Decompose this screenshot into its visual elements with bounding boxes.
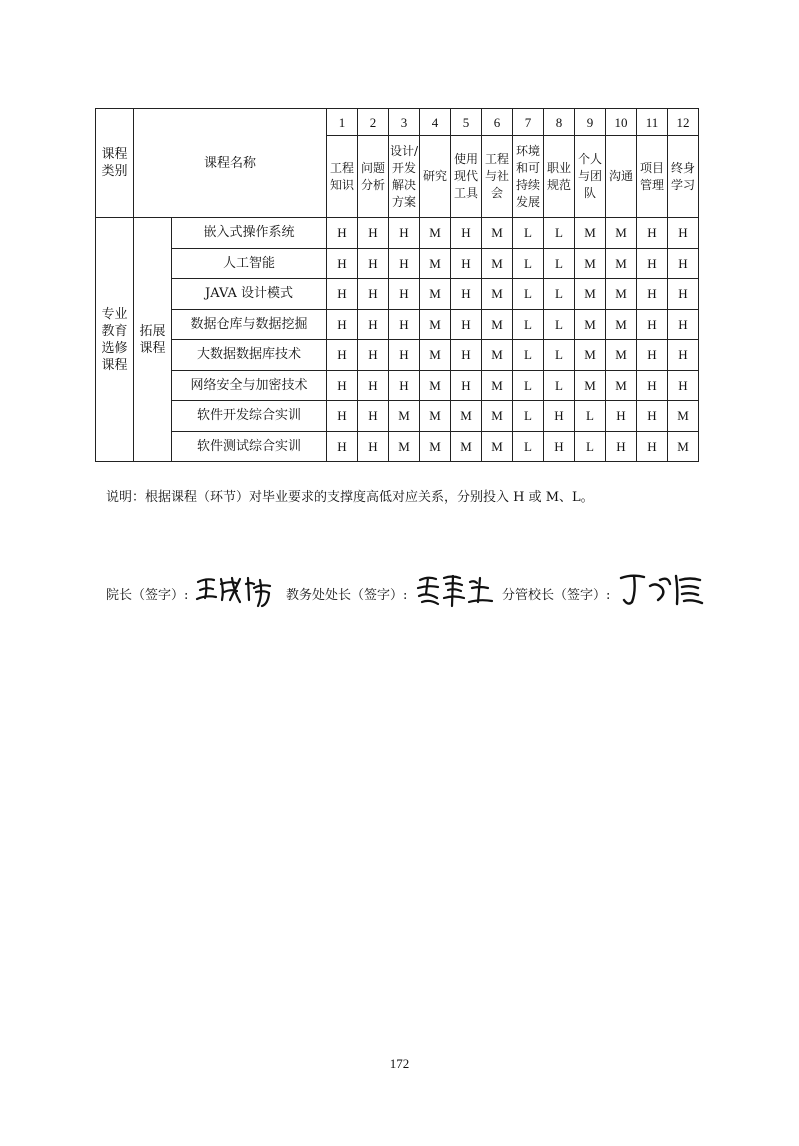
dean-signature-label: 院长（签字）: xyxy=(106,588,189,603)
support-level-cell: M xyxy=(482,340,513,371)
support-level-cell: H xyxy=(637,401,668,432)
support-level-cell: H xyxy=(358,309,389,340)
objective-name-text: 环境 和可 持续 发展 xyxy=(515,143,540,209)
support-level-cell: H xyxy=(451,218,482,249)
support-level-cell: M xyxy=(420,340,451,371)
support-level-cell: M xyxy=(606,370,637,401)
support-level-cell: H xyxy=(327,340,358,371)
vice-president-handwritten-signature xyxy=(618,570,706,610)
table-row xyxy=(96,309,699,340)
course-name-header: 课程名称 xyxy=(134,109,327,218)
objective-name-text: 工程 与社 会 xyxy=(484,152,509,200)
objective-number: 2 xyxy=(358,109,389,136)
academic-affairs-signature-label: 教务处处长（签字）: xyxy=(286,588,408,603)
objective-name xyxy=(513,136,544,218)
support-level-cell: H xyxy=(358,248,389,279)
support-level-cell: M xyxy=(389,401,420,432)
support-level-cell: L xyxy=(513,340,544,371)
support-level-cell: H xyxy=(327,370,358,401)
objective-number: 6 xyxy=(482,109,513,136)
support-level-cell: M xyxy=(482,248,513,279)
objective-number: 5 xyxy=(451,109,482,136)
table-row xyxy=(96,248,699,279)
academic-affairs-handwritten-signature xyxy=(414,570,496,610)
course-category: 专业 教育 选修 课程 xyxy=(96,218,134,462)
support-level-cell: M xyxy=(420,309,451,340)
table-row xyxy=(96,401,699,432)
support-level-cell: M xyxy=(482,279,513,310)
table-note: 说明：根据课程（环节）对毕业要求的支撑度高低对应关系，分别投入 H 或 M、L。 xyxy=(106,490,594,505)
header-row-numbers xyxy=(96,109,699,136)
support-level-cell: H xyxy=(637,218,668,249)
support-level-cell: M xyxy=(575,370,606,401)
support-level-cell: M xyxy=(420,218,451,249)
table-row xyxy=(96,340,699,371)
support-level-cell: M xyxy=(575,340,606,371)
support-level-cell: M xyxy=(575,309,606,340)
support-level-cell: M xyxy=(420,401,451,432)
dean-handwritten-signature xyxy=(194,570,276,610)
table-row xyxy=(96,431,699,462)
objective-number: 9 xyxy=(575,109,606,136)
support-level-cell: L xyxy=(544,309,575,340)
support-level-cell: L xyxy=(544,248,575,279)
page-number: 172 xyxy=(389,1056,410,1071)
support-level-cell: M xyxy=(482,309,513,340)
support-level-cell: M xyxy=(451,401,482,432)
support-level-cell: H xyxy=(358,431,389,462)
objective-name xyxy=(358,136,389,218)
support-level-cell: L xyxy=(575,431,606,462)
support-level-cell: H xyxy=(668,340,699,371)
objective-number: 1 xyxy=(327,109,358,136)
support-level-cell: H xyxy=(327,248,358,279)
support-level-cell: M xyxy=(420,431,451,462)
support-level-cell: M xyxy=(668,431,699,462)
category-header: 课程 类别 xyxy=(96,109,134,218)
support-level-cell: H xyxy=(637,340,668,371)
support-level-cell: M xyxy=(575,218,606,249)
objective-name xyxy=(482,136,513,218)
objective-name-text: 研究 xyxy=(422,169,447,183)
support-level-cell: M xyxy=(668,401,699,432)
support-level-cell: M xyxy=(482,431,513,462)
objective-name-text: 设计/ 开发 解决 方案 xyxy=(389,143,419,209)
objective-name xyxy=(575,136,606,218)
objective-number: 11 xyxy=(637,109,668,136)
course-name: 数据仓库与数据挖掘 xyxy=(172,309,327,340)
support-level-cell: H xyxy=(544,431,575,462)
course-name: 软件测试综合实训 xyxy=(172,431,327,462)
support-level-cell: H xyxy=(327,279,358,310)
support-level-cell: H xyxy=(389,279,420,310)
support-level-cell: H xyxy=(389,248,420,279)
support-level-cell: H xyxy=(327,431,358,462)
support-level-cell: L xyxy=(513,370,544,401)
support-level-cell: M xyxy=(451,431,482,462)
support-level-cell: M xyxy=(606,340,637,371)
course-subcategory: 拓展 课程 xyxy=(134,218,172,462)
support-level-cell: H xyxy=(606,401,637,432)
support-level-cell: H xyxy=(637,279,668,310)
signature-block xyxy=(106,570,726,620)
support-level-cell: H xyxy=(451,309,482,340)
support-level-cell: L xyxy=(513,279,544,310)
support-level-cell: H xyxy=(358,370,389,401)
support-level-cell: H xyxy=(668,218,699,249)
objective-number: 7 xyxy=(513,109,544,136)
course-name: 网络安全与加密技术 xyxy=(172,370,327,401)
support-level-cell: H xyxy=(668,370,699,401)
objective-number: 4 xyxy=(420,109,451,136)
course-name: 嵌入式操作系统 xyxy=(172,218,327,249)
objective-name xyxy=(420,136,451,218)
objective-number: 8 xyxy=(544,109,575,136)
objective-number: 12 xyxy=(668,109,699,136)
table-row xyxy=(96,370,699,401)
support-level-cell: H xyxy=(668,309,699,340)
objective-name xyxy=(389,136,420,218)
objective-name xyxy=(544,136,575,218)
support-level-cell: H xyxy=(389,370,420,401)
support-level-cell: M xyxy=(420,279,451,310)
support-level-cell: H xyxy=(358,218,389,249)
support-level-cell: H xyxy=(389,340,420,371)
objective-name-text: 工程 知识 xyxy=(329,160,354,192)
support-level-cell: M xyxy=(389,431,420,462)
support-level-cell: H xyxy=(358,340,389,371)
vice-president-signature-label: 分管校长（签字）: xyxy=(502,588,611,603)
support-level-cell: H xyxy=(637,248,668,279)
support-level-cell: H xyxy=(606,431,637,462)
support-level-cell: M xyxy=(606,248,637,279)
objective-name xyxy=(606,136,637,218)
objective-number: 10 xyxy=(606,109,637,136)
support-level-cell: L xyxy=(544,370,575,401)
support-level-cell: M xyxy=(575,248,606,279)
support-level-cell: H xyxy=(451,370,482,401)
support-level-cell: M xyxy=(482,401,513,432)
support-level-cell: H xyxy=(389,309,420,340)
support-level-cell: H xyxy=(358,279,389,310)
support-level-cell: H xyxy=(451,279,482,310)
support-level-cell: M xyxy=(482,218,513,249)
support-level-cell: M xyxy=(420,248,451,279)
objective-name-text: 沟通 xyxy=(608,169,633,183)
support-level-cell: L xyxy=(544,279,575,310)
table-row xyxy=(96,279,699,310)
table-row xyxy=(96,218,699,249)
support-level-cell: H xyxy=(358,401,389,432)
objective-name xyxy=(451,136,482,218)
support-level-cell: L xyxy=(575,401,606,432)
objective-name xyxy=(327,136,358,218)
support-level-cell: M xyxy=(606,279,637,310)
support-level-cell: M xyxy=(420,370,451,401)
objective-name-text: 使用 现代 工具 xyxy=(453,152,478,200)
objective-name-text: 问题 分析 xyxy=(360,160,385,192)
support-level-cell: H xyxy=(327,218,358,249)
objective-name xyxy=(637,136,668,218)
course-name: JAVA 设计模式 xyxy=(172,279,327,310)
objective-name-text: 项目 管理 xyxy=(639,160,664,192)
support-level-cell: M xyxy=(575,279,606,310)
support-level-cell: H xyxy=(389,218,420,249)
support-level-cell: H xyxy=(327,309,358,340)
support-level-cell: H xyxy=(668,248,699,279)
objective-name-text: 终身 学习 xyxy=(670,160,695,192)
matrix-body xyxy=(96,218,699,462)
support-level-cell: H xyxy=(451,340,482,371)
support-level-cell: H xyxy=(668,279,699,310)
support-level-cell: L xyxy=(513,309,544,340)
course-name: 软件开发综合实训 xyxy=(172,401,327,432)
support-level-cell: L xyxy=(513,431,544,462)
support-level-cell: H xyxy=(637,431,668,462)
support-level-cell: H xyxy=(544,401,575,432)
support-level-cell: H xyxy=(327,401,358,432)
support-level-cell: L xyxy=(544,340,575,371)
objective-number: 3 xyxy=(389,109,420,136)
course-name: 大数据数据库技术 xyxy=(172,340,327,371)
objective-name-text: 职业 规范 xyxy=(546,160,571,192)
support-level-cell: M xyxy=(606,218,637,249)
support-level-cell: H xyxy=(637,309,668,340)
course-name: 人工智能 xyxy=(172,248,327,279)
support-level-cell: H xyxy=(637,370,668,401)
support-level-cell: L xyxy=(544,218,575,249)
support-level-cell: M xyxy=(482,370,513,401)
support-level-cell: M xyxy=(606,309,637,340)
objective-name-text: 个人 与团 队 xyxy=(577,152,602,200)
support-level-cell: L xyxy=(513,218,544,249)
curriculum-support-matrix xyxy=(95,108,699,462)
support-level-cell: L xyxy=(513,401,544,432)
support-level-cell: L xyxy=(513,248,544,279)
support-level-cell: H xyxy=(451,248,482,279)
objective-name xyxy=(668,136,699,218)
